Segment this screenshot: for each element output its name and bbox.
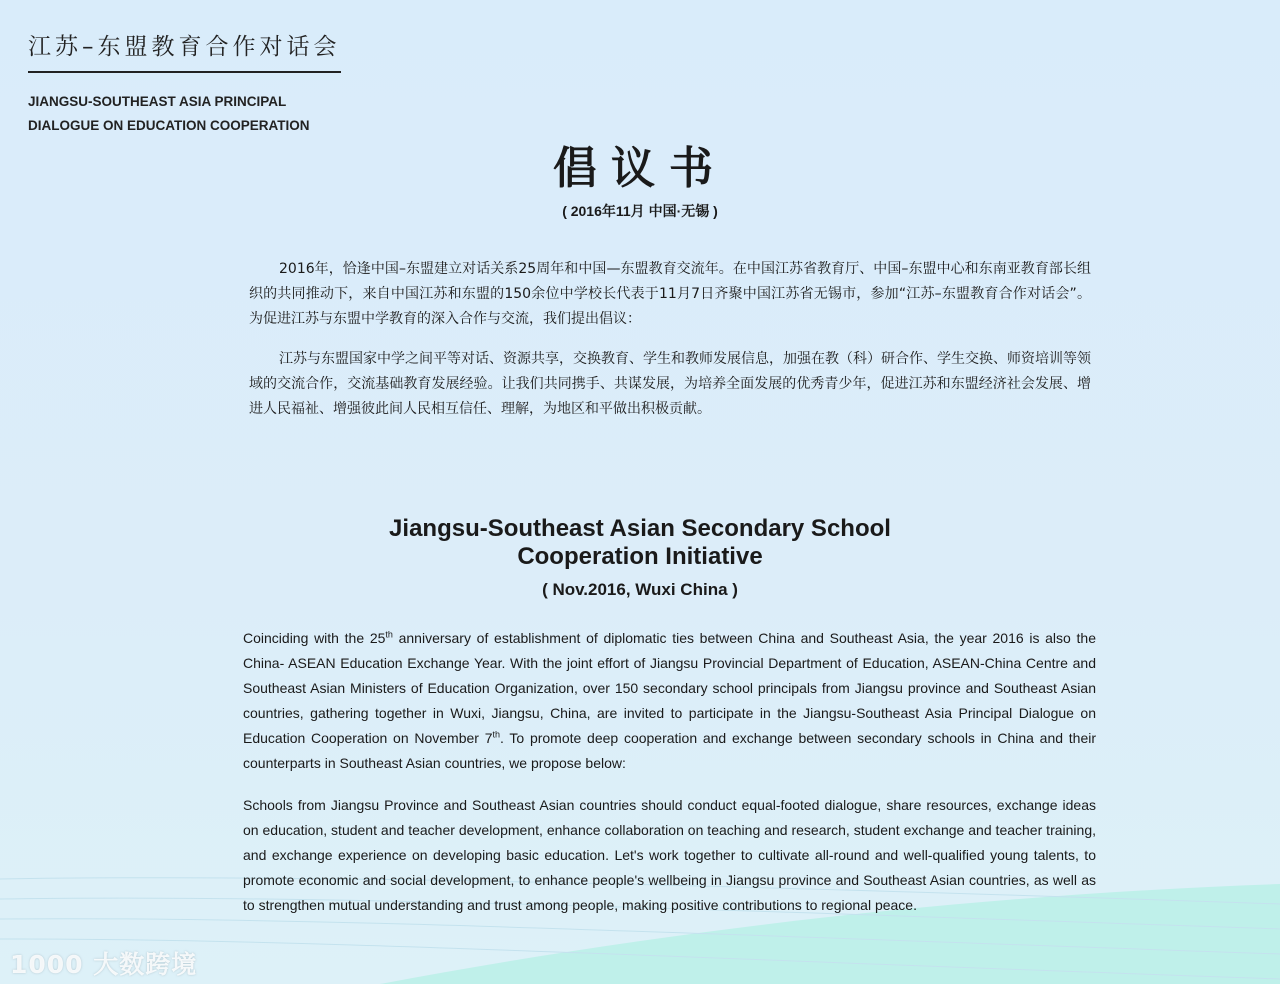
document-title-en-line2: Cooperation Initiative	[517, 543, 763, 570]
document-title-en	[0, 515, 1280, 571]
paragraph-en-1	[243, 626, 1096, 776]
document-title-cn: 倡议书	[553, 143, 727, 194]
text: . To promote deep cooperation and exchange between secondary schools in China and their counterparts in Southeast Asian countries, we propose below:	[243, 730, 1097, 771]
header-title-en-line2: DIALOGUE ON EDUCATION COOPERATION	[28, 118, 310, 133]
document-title-en-line1: Jiangsu-Southeast Asian Secondary School	[389, 515, 891, 542]
header-title-en	[28, 90, 310, 138]
header-title-en-line1: JIANGSU-SOUTHEAST ASIA PRINCIPAL	[28, 94, 287, 109]
paragraph-cn-1: 2016年，恰逢中国–东盟建立对话关系25周年和中国—东盟教育交流年。在中国江苏省教育厅、中国–东盟中心和东南亚教育部长组织的共同推动下，来自中国江苏和东盟的150余位中学校长代表于11月7日齐聚中国江苏省无锡市，参加“江苏–东盟教育合作对话会”。为促进江苏与东盟中学教育的深入合作与交流，我们提出倡议：	[249, 261, 1091, 327]
body-cn	[249, 257, 1091, 437]
superscript: th	[385, 629, 393, 640]
header-title-cn: 江苏–东盟教育合作对话会	[28, 34, 341, 60]
superscript: th	[492, 729, 501, 740]
header-divider	[28, 71, 341, 73]
body-en	[243, 626, 1096, 935]
document-date-en: ( Nov.2016, Wuxi China )	[542, 580, 738, 599]
document-date-cn: ( 2016年11月 中国·无锡 )	[562, 203, 718, 219]
paragraph-en-2: Schools from Jiangsu Province and Southeast Asian countries should conduct equal-footed dialogue, share resources, exchange ideas on education, student and teacher development, enhance collaboration on teaching and research, student exchange and teacher training, and exchange experience on developing basic education. Let's work together to cultivate all-round and well-qualified young talents, to promote economic and social development, to enhance people's wellbeing in Jiangsu province and Southeast Asian countries, as well as to strengthen mutual understanding and trust among people, making positive contributions to regional peace.	[243, 797, 1096, 913]
paragraph-cn-2: 江苏与东盟国家中学之间平等对话、资源共享，交换教育、学生和教师发展信息，加强在教（科）研合作、学生交换、师资培训等领域的交流合作，交流基础教育发展经验。让我们共同携手、共谋发展，为培养全面发展的优秀青少年，促进江苏和东盟经济社会发展、增进人民福祉、增强彼此间人民相互信任、理解，为地区和平做出积极贡献。	[249, 351, 1091, 417]
text: Coinciding with the 25	[243, 630, 386, 646]
text: anniversary of establishment of diplomatic ties between China and Southeast Asia, the year 2016 is also the China- ASEAN Education Exchange Year. With the joint effort of Jiangsu Provincial Department of Education, ASEAN-China Centre and Southeast Asian Ministers of Education Organization, over 150 secondary school principals from Jiangsu province and Southeast Asian countries, gathering together in Wuxi, Jiangsu, China, are invited to participate in the Jiangsu-Southeast Asia Principal Dialogue on Education Cooperation on November 7	[243, 630, 1096, 746]
watermark-logo: 1000 大数跨境	[10, 950, 198, 979]
